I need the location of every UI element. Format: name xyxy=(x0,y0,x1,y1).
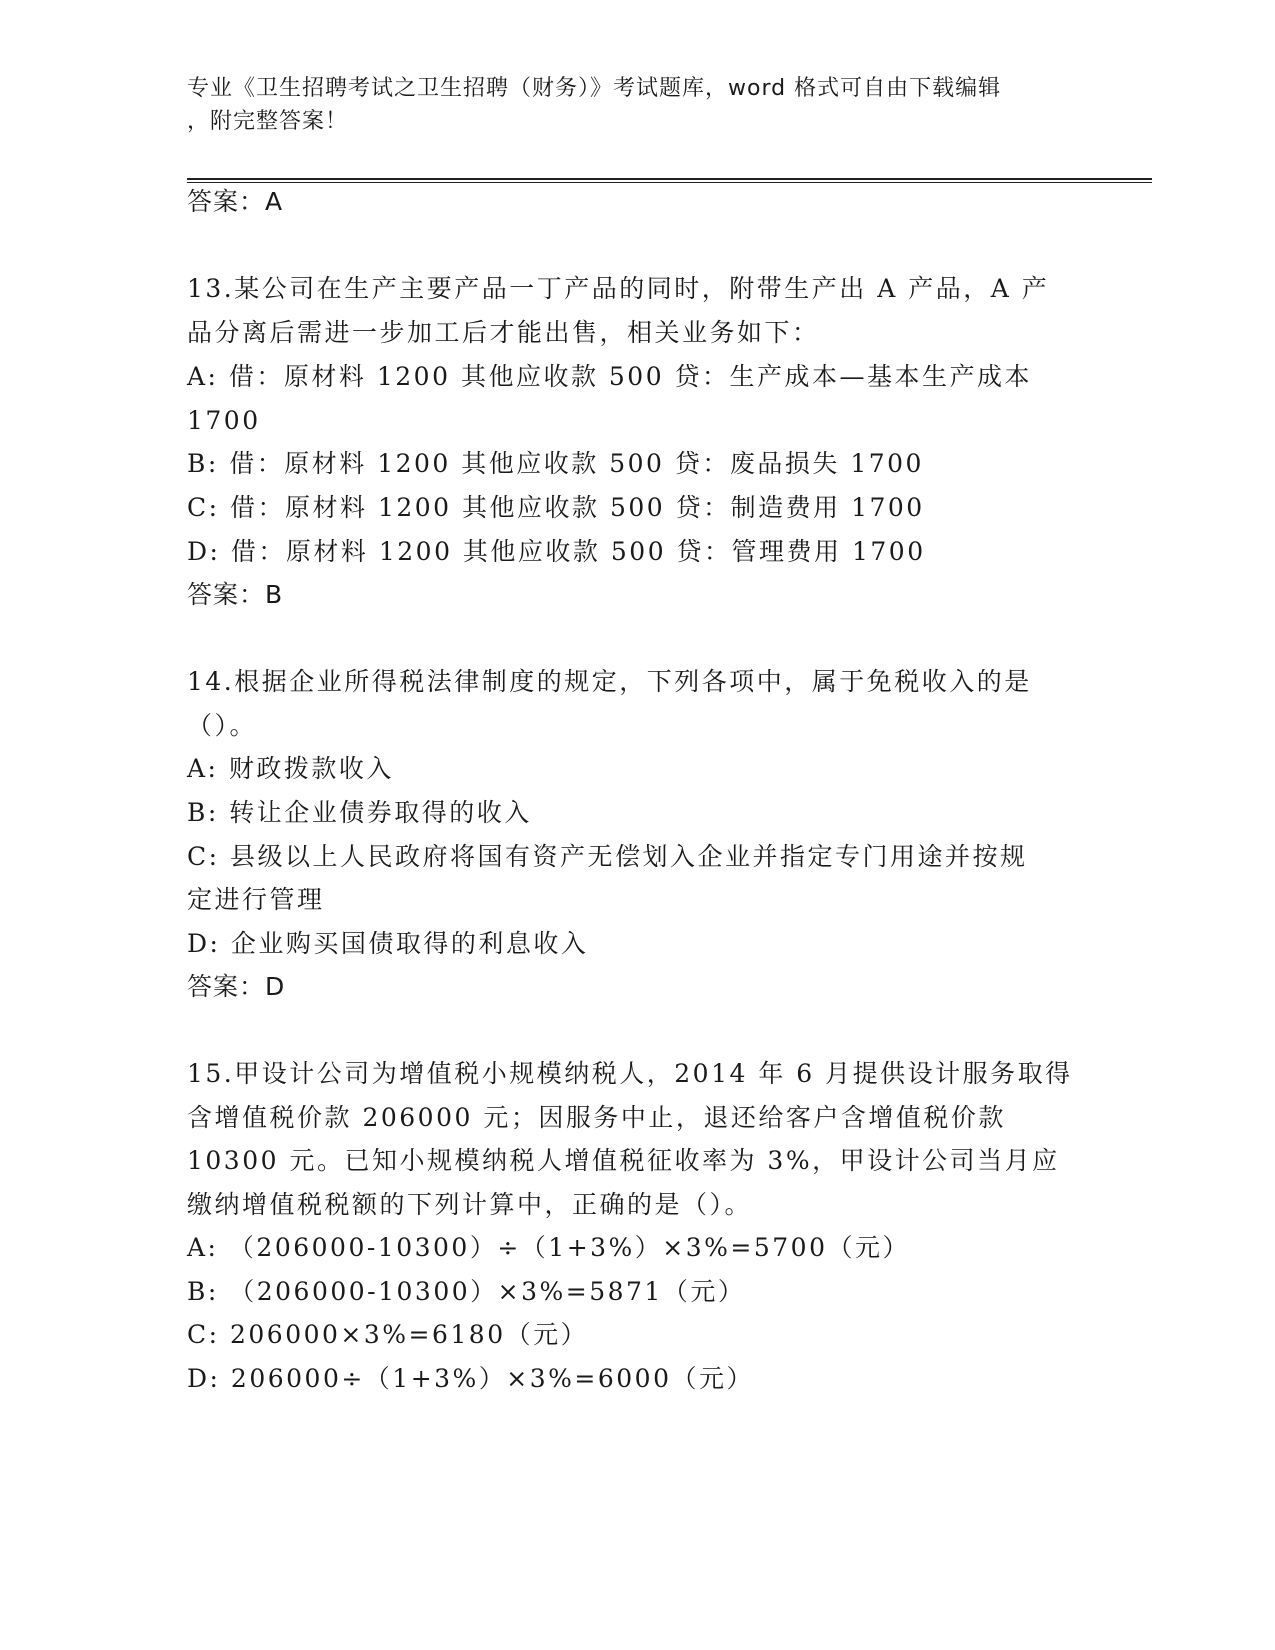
header-title-line-2: ，附完整答案！ xyxy=(187,109,349,134)
q13-option-d: D: 借：原材料 1200 其他应收款 500 贷：管理费用 1700 xyxy=(187,537,926,566)
header-divider xyxy=(187,178,1152,183)
q15-stem-line-1: 15.甲设计公司为增值税小规模纳税人，2014 年 6 月提供设计服务取得 xyxy=(187,1059,1073,1088)
q14-option-d: D: 企业购买国债取得的利息收入 xyxy=(187,929,589,958)
q14-option-a: A: 财政拨款收入 xyxy=(187,754,394,783)
q13-option-c: C: 借：原材料 1200 其他应收款 500 贷：制造费用 1700 xyxy=(187,493,925,522)
previous-answer: 答案：A xyxy=(187,187,284,216)
q13-answer: 答案：B xyxy=(187,580,284,609)
header-title-line-1: 专业《卫生招聘考试之卫生招聘（财务）》考试题库，word 格式可自由下载编辑 xyxy=(187,76,1002,101)
q14-option-c-line-2: 定进行管理 xyxy=(187,885,325,914)
q13-stem-line-2: 品分离后需进一步加工后才能出售，相关业务如下： xyxy=(187,318,820,347)
q15-option-d: D: 206000÷（1+3%）×3%=6000（元） xyxy=(187,1364,754,1393)
q15-option-b: B: （206000-10300）×3%=5871（元） xyxy=(187,1277,746,1306)
q15-option-a: A: （206000-10300）÷（1+3%）×3%=5700（元） xyxy=(187,1233,910,1262)
q14-stem-line-2: （）。 xyxy=(187,711,258,740)
q13-option-a-line-1: A: 借：原材料 1200 其他应收款 500 贷：生产成本—基本生产成本 xyxy=(187,362,1033,391)
q15-stem-line-4: 缴纳增值税税额的下列计算中，正确的是（）。 xyxy=(187,1190,753,1219)
page-header xyxy=(187,72,1067,138)
q14-option-b: B: 转让企业债券取得的收入 xyxy=(187,798,532,827)
q14-option-c-line-1: C: 县级以上人民政府将国有资产无偿划入企业并指定专门用途并按规 xyxy=(187,842,1028,871)
q15-stem-line-3: 10300 元。已知小规模纳税人增值税征收率为 3%，甲设计公司当月应 xyxy=(187,1146,1060,1175)
q15-stem-line-2: 含增值税价款 206000 元；因服务中止，退还给客户含增值税价款 xyxy=(187,1103,1006,1132)
q13-option-a-line-2: 1700 xyxy=(187,406,261,435)
q13-stem-line-1: 13.某公司在生产主要产品一丁产品的同时，附带生产出 A 产品，A 产 xyxy=(187,274,1050,303)
q14-answer: 答案：D xyxy=(187,972,286,1001)
q13-option-b: B: 借：原材料 1200 其他应收款 500 贷：废品损失 1700 xyxy=(187,449,924,478)
q15-option-c: C: 206000×3%=6180（元） xyxy=(187,1320,589,1349)
q14-stem-line-1: 14.根据企业所得税法律制度的规定，下列各项中，属于免税收入的是 xyxy=(187,667,1032,696)
